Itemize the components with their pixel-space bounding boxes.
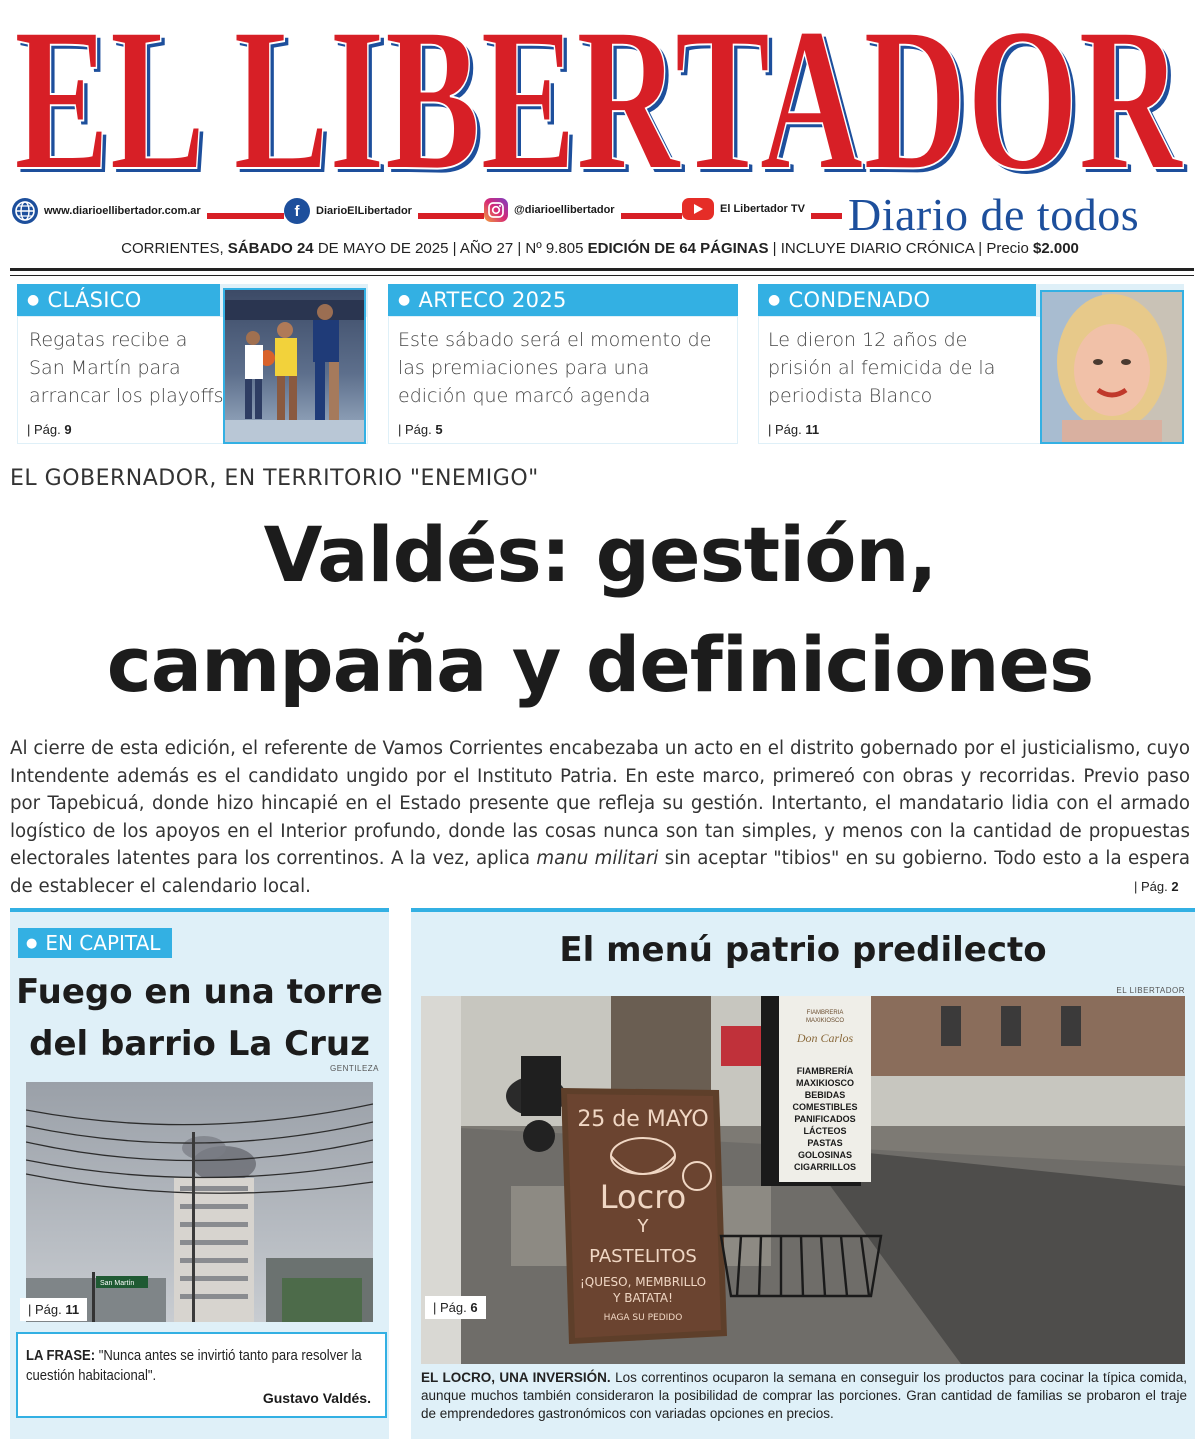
website-label: www.diarioellibertador.com.ar <box>44 205 201 217</box>
caption-text: Los correntinos ocuparon la semana en conseguir los productos para cocinar la típica comida, aunque muchos también consideraron la posibilidad de comprar las porciones. Gran cantidad de familias se probaron el traje de emprendedores gastronómicos con variadas opciones en precios. <box>421 1370 1187 1421</box>
headline-line: Fuego en una torre <box>16 972 383 1012</box>
teaser-section-tag: ● CLÁSICO <box>17 284 220 316</box>
teaser-text <box>398 326 711 410</box>
newspaper-logo <box>8 0 1192 190</box>
basketball-photo <box>223 288 366 444</box>
teaser-line: periodista Blanco <box>768 385 933 407</box>
teaser-line: Regatas recibe a <box>29 329 188 351</box>
instagram-label: @diarioellibertador <box>514 204 615 216</box>
teaser-condenado[interactable] <box>758 284 1184 444</box>
shop-sign-item: COMESTIBLES <box>792 1102 858 1112</box>
menu-story-box[interactable] <box>411 908 1195 1439</box>
locro-sign-photo <box>421 996 1185 1364</box>
shop-sign-item: LÁCTEOS <box>803 1126 847 1136</box>
headline-line: del barrio La Cruz <box>29 1024 370 1064</box>
facebook-label: DiarioElLibertador <box>316 205 412 217</box>
shop-sign-text: MAXIKIOSCO <box>805 1018 845 1024</box>
teaser-section-label: ARTECO 2025 <box>418 288 567 312</box>
page-number: 5 <box>435 422 443 437</box>
page-number: 9 <box>64 422 72 437</box>
shop-sign-item: MAXIKIOSCO <box>795 1078 855 1088</box>
chalk-batata: Y BATATA! <box>613 1291 673 1305</box>
quote-body: "Nunca antes se invirtió tanto para resolver la cuestión habitacional". <box>26 1348 362 1384</box>
page-ref <box>1134 879 1179 894</box>
tagline: Diario de todos <box>848 189 1140 240</box>
headline-line: campaña y definiciones <box>106 620 1094 709</box>
dateline-price: $2.000 <box>1033 240 1079 257</box>
chalk-locro: Locro <box>599 1178 687 1216</box>
quote-box <box>16 1332 387 1418</box>
page-number: 11 <box>805 422 820 437</box>
dateline-day: SÁBADO 24 <box>227 240 314 257</box>
dateline <box>0 240 1200 257</box>
quote-label: LA FRASE: <box>26 1348 96 1364</box>
youtube-label: El Libertador TV <box>720 203 805 215</box>
website-link[interactable] <box>12 198 207 224</box>
teaser-line: Le dieron 12 años de <box>768 329 968 351</box>
teaser-section-tag: ● ARTECO 2025 <box>388 284 738 316</box>
teaser-line: edición que marcó agenda <box>398 385 651 407</box>
teaser-arteco[interactable] <box>388 284 738 444</box>
page-ref <box>20 1298 87 1321</box>
lead-text: Al cierre de esta edición, el referente de Vamos Corrientes encabezaba un acto en el distrito gobernado por el justicialismo, cuyo Intendente además es el candidato ungido por el Instituto Patria. En este marco, primereó con obras y recorridas. Previo paso por Tapebicuá, donde hizo hincapié en el Estado presente que refleja su gestión. Intertanto, el mandatario lidia con el armado logístico de los apoyos en el Interior profundo, donde las cosas nunca son tan simples, y menos con la cantidad de propuestas electorales latentes para los correntinos. A la vez, aplica <box>10 738 1190 870</box>
shop-sign-item: GOLOSINAS <box>797 1150 853 1160</box>
menu-headline: El menú patrio predilecto <box>559 930 1047 970</box>
dateline-date: DE MAYO DE 2025 | AÑO 27 | Nº 9.805 <box>313 240 588 257</box>
instagram-icon <box>484 198 508 222</box>
shop-sign-name: Don Carlos <box>796 1031 854 1045</box>
dateline-city: CORRIENTES, <box>121 240 228 257</box>
page-ref-label: | Pág. <box>28 1302 62 1317</box>
masthead-rule <box>10 268 1194 271</box>
capital-headline <box>10 966 389 1070</box>
page-ref-label: | Pág. <box>27 422 61 437</box>
main-headline[interactable] <box>0 500 1200 720</box>
shop-sign-item: CIGARRILLOS <box>794 1162 856 1172</box>
social-strip <box>12 198 842 222</box>
teaser-clasico[interactable] <box>17 284 368 444</box>
teaser-text <box>768 326 995 410</box>
page-number: 2 <box>1171 879 1179 894</box>
story-lead <box>10 735 1190 901</box>
bullet-icon: ● <box>26 936 38 951</box>
fire-tower-photo <box>26 1082 373 1322</box>
photo-caption <box>421 1369 1187 1423</box>
youtube-icon <box>682 198 714 220</box>
photo-credit: GENTILEZA <box>330 1064 379 1073</box>
quote-text <box>26 1346 377 1386</box>
chalk-y: Y <box>637 1216 649 1237</box>
facebook-link[interactable] <box>284 198 418 224</box>
teaser-line: San Martín para <box>29 357 181 379</box>
page-ref-label: | Pág. <box>398 422 432 437</box>
lead-italic: manu militari <box>536 848 659 870</box>
teaser-section-tag: ● CONDENADO <box>758 284 1036 316</box>
dateline-edition: EDICIÓN DE 64 PÁGINAS <box>587 240 769 257</box>
svg-text:EL LIBERTADOR: EL LIBERTADOR <box>18 0 1188 190</box>
photo-credit: EL LIBERTADOR <box>1116 986 1185 995</box>
story-kicker: EL GOBERNADOR, EN TERRITORIO "ENEMIGO" <box>10 466 539 491</box>
teaser-line: prisión al femicida de la <box>768 357 996 379</box>
quote-author: Gustavo Valdés. <box>262 1390 371 1406</box>
shop-sign-item: PANIFICADOS <box>794 1114 856 1124</box>
teaser-line: arrancar los playoffs <box>29 385 224 407</box>
teaser-section-label: CONDENADO <box>788 288 931 312</box>
facebook-icon: f <box>284 198 310 224</box>
shop-sign-item: FIAMBRERÍA <box>796 1066 854 1076</box>
page-ref <box>425 1296 486 1319</box>
section-badge <box>18 928 172 958</box>
shop-sign-text: FIAMBRERIA <box>806 1010 844 1016</box>
lead-text-end: sin aceptar "tibios" en su gobierno. Todo esto a la espera de establecer el calendario local. <box>10 848 1190 897</box>
page-ref-label: | Pág. <box>768 422 802 437</box>
page-ref <box>27 422 72 437</box>
teaser-line: las premiaciones para una <box>398 357 650 379</box>
youtube-link[interactable] <box>682 198 811 220</box>
headline-line: Valdés: gestión, <box>263 510 937 599</box>
chalk-date: 25 de MAYO <box>577 1107 709 1132</box>
page-number: 6 <box>470 1300 478 1315</box>
page-number: 11 <box>65 1302 80 1317</box>
masthead <box>0 0 1200 270</box>
portrait-photo <box>1040 290 1184 444</box>
globe-icon <box>12 198 38 224</box>
dateline-includes: | INCLUYE DIARIO CRÓNICA | Precio <box>768 240 1033 257</box>
teaser-section-label: CLÁSICO <box>47 288 142 312</box>
chalk-pastelitos: PASTELITOS <box>589 1246 697 1267</box>
page-ref-label: | Pág. <box>433 1300 467 1315</box>
page-ref <box>398 422 443 437</box>
caption-label: EL LOCRO, UNA INVERSIÓN. <box>421 1370 611 1385</box>
page-ref-label: | Pág. <box>1134 879 1168 894</box>
teaser-line: Este sábado será el momento de <box>398 329 712 351</box>
capital-story-box[interactable] <box>10 908 389 1439</box>
street-sign-text: San Martín <box>100 1280 135 1287</box>
chalk-flavors: ¡QUESO, MEMBRILLO <box>579 1275 707 1289</box>
instagram-link[interactable] <box>484 198 621 222</box>
page-ref <box>768 422 819 437</box>
chalk-order: HAGA SU PEDIDO <box>603 1313 683 1323</box>
shop-sign-item: BEBIDAS <box>804 1090 846 1100</box>
section-badge-label: EN CAPITAL <box>45 931 161 955</box>
teaser-text <box>29 326 224 410</box>
svg-text:EL LIBERTADOR: EL LIBERTADOR <box>14 0 1184 190</box>
shop-sign-item: PASTAS <box>807 1138 843 1148</box>
masthead-rule-thin <box>10 275 1194 276</box>
